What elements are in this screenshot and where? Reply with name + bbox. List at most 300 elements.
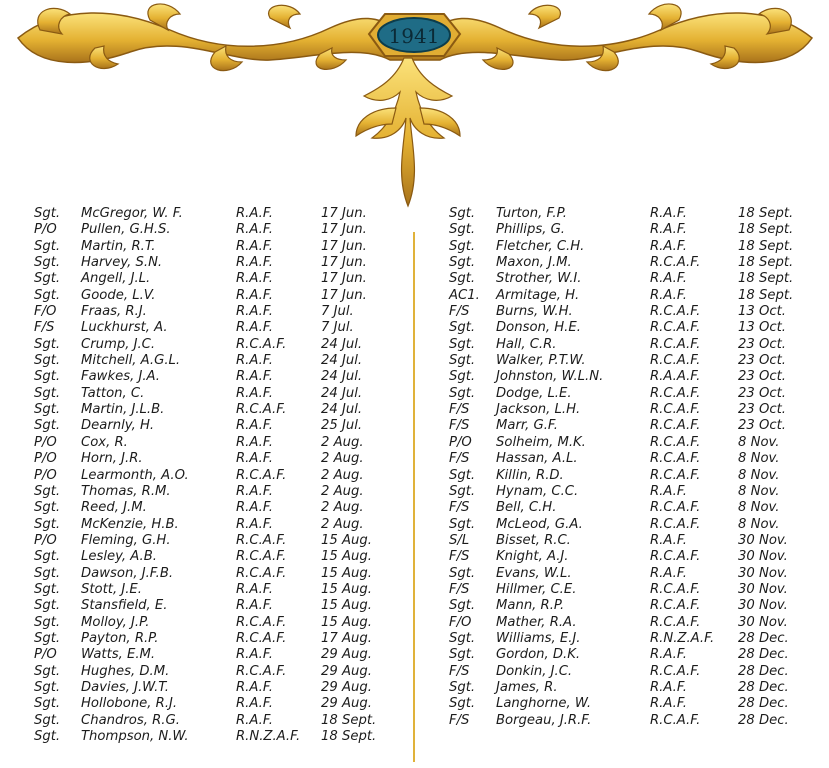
entry-force: R.C.A.F. (650, 712, 701, 728)
entry-force: R.A.F. (236, 353, 273, 369)
entry-date: 23 Oct. (738, 369, 786, 385)
entry-rank: Sgt. (449, 320, 476, 336)
entry-force: R.A.A.F. (650, 369, 701, 385)
entry-date: 28 Dec. (738, 696, 789, 712)
roll-entry (34, 304, 394, 320)
entry-force: R.A.F. (236, 369, 273, 385)
roll-entry (34, 222, 394, 238)
entry-date: 15 Aug. (321, 532, 372, 548)
entry-rank: Sgt. (34, 549, 61, 565)
entry-rank: Sgt. (34, 336, 61, 352)
roll-entry (34, 239, 394, 255)
entry-name: Donson, H.E. (496, 320, 581, 336)
entry-date: 18 Sept. (738, 222, 794, 238)
entry-date: 15 Aug. (321, 581, 372, 597)
entry-force: R.C.A.F. (650, 581, 701, 597)
entry-name: Maxon, J.M. (496, 255, 572, 271)
entry-rank: P/O (34, 434, 57, 450)
entry-date: 17 Jun. (321, 222, 367, 238)
entry-date: 28 Dec. (738, 630, 789, 646)
entry-name: Fawkes, J.A. (81, 369, 160, 385)
entry-force: R.A.F. (650, 647, 687, 663)
entry-name: Thomas, R.M. (81, 483, 171, 499)
roll-entry (34, 598, 394, 614)
entry-force: R.C.A.F. (650, 549, 701, 565)
roll-entry (449, 353, 809, 369)
entry-force: R.A.F. (236, 418, 273, 434)
entry-force: R.A.F. (650, 696, 687, 712)
entry-rank: F/S (449, 549, 470, 565)
entry-force: R.C.A.F. (650, 663, 701, 679)
left-roll-column (34, 206, 394, 745)
roll-entry (34, 680, 394, 696)
roll-entry (449, 500, 809, 516)
entry-name: Burns, W.H. (496, 304, 573, 320)
entry-force: R.C.A.F. (650, 418, 701, 434)
entry-date: 18 Sept. (738, 206, 794, 221)
entry-force: R.A.F. (236, 647, 273, 663)
entry-force: R.A.F. (236, 385, 273, 401)
roll-entry (449, 369, 809, 385)
entry-date: 18 Sept. (321, 729, 377, 744)
entry-name: Reed, J.M. (81, 500, 147, 516)
entry-force: R.A.F. (650, 271, 687, 287)
entry-rank: P/O (34, 451, 57, 467)
entry-rank: F/S (449, 418, 470, 434)
entry-rank: S/L (449, 532, 470, 548)
entry-force: R.A.F. (650, 532, 687, 548)
entry-rank: Sgt. (449, 647, 476, 663)
entry-rank: Sgt. (34, 385, 61, 401)
entry-date: 7 Jul. (321, 320, 354, 336)
entry-rank: F/S (449, 402, 470, 418)
entry-force: R.C.A.F. (236, 663, 287, 679)
entry-name: Horn, J.R. (81, 451, 143, 467)
entry-rank: Sgt. (34, 271, 61, 287)
entry-date: 29 Aug. (321, 679, 372, 695)
entry-rank: Sgt. (449, 598, 476, 614)
entry-force: R.A.F. (236, 238, 273, 254)
entry-rank: P/O (34, 647, 57, 663)
entry-force: R.C.A.F. (650, 402, 701, 418)
entry-date: 23 Oct. (738, 336, 786, 352)
entry-name: Borgeau, J.R.F. (496, 712, 592, 728)
entry-force: R.C.A.F. (650, 336, 701, 352)
entry-rank: Sgt. (34, 287, 61, 303)
entry-name: Hollobone, R.J. (81, 696, 178, 712)
entry-date: 7 Jul. (321, 304, 354, 320)
entry-force: R.A.F. (236, 255, 273, 271)
roll-entry (34, 468, 394, 484)
entry-name: Fraas, R.J. (81, 304, 147, 320)
entry-force: R.A.F. (236, 516, 273, 532)
entry-name: Cox, R. (81, 434, 128, 450)
entry-force: R.C.A.F. (650, 451, 701, 467)
entry-rank: Sgt. (34, 255, 61, 271)
roll-entry (34, 631, 394, 647)
entry-name: Fleming, G.H. (81, 532, 171, 548)
entry-name: Hall, C.R. (496, 336, 557, 352)
roll-entry (34, 517, 394, 533)
entry-force: R.C.A.F. (236, 467, 287, 483)
entry-name: Gordon, D.K. (496, 647, 581, 663)
entry-force: R.C.A.F. (650, 500, 701, 516)
entry-force: R.C.A.F. (650, 516, 701, 532)
entry-date: 17 Jun. (321, 206, 367, 221)
roll-entry (34, 337, 394, 353)
entry-name: Dearnly, H. (81, 418, 155, 434)
gold-scrollwork-ornament (0, 0, 829, 220)
entry-rank: Sgt. (34, 729, 61, 744)
entry-force: R.A.F. (236, 679, 273, 695)
entry-rank: Sgt. (34, 614, 61, 630)
roll-entry (449, 549, 809, 565)
entry-force: R.C.A.F. (650, 467, 701, 483)
entry-name: Mather, R.A. (496, 614, 577, 630)
entry-name: McGregor, W. F. (81, 206, 183, 221)
roll-entry (449, 271, 809, 287)
entry-rank: Sgt. (34, 500, 61, 516)
entry-rank: F/O (449, 614, 472, 630)
entry-date: 17 Aug. (321, 630, 372, 646)
right-roll-column (449, 206, 809, 729)
roll-entry (34, 696, 394, 712)
roll-entry (34, 533, 394, 549)
entry-date: 30 Nov. (738, 549, 788, 565)
entry-force: R.C.A.F. (236, 402, 287, 418)
entry-name: Payton, R.P. (81, 630, 159, 646)
entry-rank: Sgt. (449, 630, 476, 646)
entry-name: Langhorne, W. (496, 696, 592, 712)
entry-rank: Sgt. (449, 467, 476, 483)
entry-date: 17 Jun. (321, 255, 367, 271)
entry-rank: Sgt. (449, 696, 476, 712)
entry-date: 8 Nov. (738, 483, 780, 499)
entry-force: R.A.F. (236, 222, 273, 238)
entry-force: R.A.F. (236, 320, 273, 336)
entry-name: Marr, G.F. (496, 418, 558, 434)
roll-entry (449, 320, 809, 336)
entry-date: 15 Aug. (321, 549, 372, 565)
entry-date: 17 Jun. (321, 238, 367, 254)
entry-name: Dawson, J.F.B. (81, 565, 174, 581)
entry-date: 2 Aug. (321, 467, 364, 483)
roll-entry (449, 451, 809, 467)
entry-rank: Sgt. (449, 353, 476, 369)
entry-name: Johnston, W.L.N. (496, 369, 604, 385)
entry-rank: F/S (449, 304, 470, 320)
entry-force: R.C.A.F. (650, 434, 701, 450)
entry-rank: Sgt. (34, 598, 61, 614)
entry-name: Williams, E.J. (496, 630, 581, 646)
entry-force: R.A.F. (650, 483, 687, 499)
entry-name: Hassan, A.L. (496, 451, 578, 467)
entry-rank: Sgt. (449, 565, 476, 581)
roll-entry (449, 304, 809, 320)
entry-date: 25 Jul. (321, 418, 363, 434)
roll-entry (34, 729, 394, 745)
entry-date: 18 Sept. (738, 238, 794, 254)
entry-rank: Sgt. (34, 369, 61, 385)
entry-force: R.C.A.F. (236, 630, 287, 646)
entry-date: 15 Aug. (321, 614, 372, 630)
roll-entry (449, 713, 809, 729)
entry-date: 18 Sept. (738, 271, 794, 287)
entry-force: R.C.A.F. (650, 353, 701, 369)
entry-date: 23 Oct. (738, 418, 786, 434)
entry-rank: P/O (34, 467, 57, 483)
entry-rank: Sgt. (34, 418, 61, 434)
entry-date: 13 Oct. (738, 320, 786, 336)
entry-name: Stansfield, E. (81, 598, 168, 614)
entry-date: 13 Oct. (738, 304, 786, 320)
entry-rank: Sgt. (449, 385, 476, 401)
entry-name: Tatton, C. (81, 385, 145, 401)
entry-rank: Sgt. (449, 238, 476, 254)
roll-entry (34, 353, 394, 369)
entry-force: R.A.F. (650, 287, 687, 303)
entry-date: 2 Aug. (321, 483, 364, 499)
roll-entry (34, 271, 394, 287)
entry-name: Mann, R.P. (496, 598, 565, 614)
entry-date: 28 Dec. (738, 679, 789, 695)
roll-entry (449, 402, 809, 418)
entry-force: R.A.F. (650, 679, 687, 695)
entry-name: Phillips, G. (496, 222, 566, 238)
entry-force: R.A.F. (236, 206, 273, 221)
entry-rank: Sgt. (449, 369, 476, 385)
entry-name: Killin, R.D. (496, 467, 564, 483)
entry-name: Goode, L.V. (81, 287, 156, 303)
roll-entry (34, 664, 394, 680)
roll-entry (449, 255, 809, 271)
entry-rank: Sgt. (449, 271, 476, 287)
entry-date: 29 Aug. (321, 696, 372, 712)
entry-rank: Sgt. (34, 712, 61, 728)
entry-date: 8 Nov. (738, 434, 780, 450)
entry-name: Learmonth, A.O. (81, 467, 189, 483)
entry-date: 28 Dec. (738, 647, 789, 663)
entry-force: R.C.A.F. (650, 385, 701, 401)
entry-date: 30 Nov. (738, 532, 788, 548)
entry-date: 30 Nov. (738, 565, 788, 581)
roll-entry (449, 288, 809, 304)
entry-name: Harvey, S.N. (81, 255, 163, 271)
roll-entry (449, 533, 809, 549)
entry-date: 24 Jul. (321, 402, 363, 418)
roll-entry (449, 566, 809, 582)
entry-name: Hynam, C.C. (496, 483, 579, 499)
entry-name: Jackson, L.H. (496, 402, 581, 418)
year-badge (369, 14, 460, 56)
roll-entry (449, 484, 809, 500)
roll-entry (449, 647, 809, 663)
entry-name: Fletcher, C.H. (496, 238, 585, 254)
roll-entry (34, 369, 394, 385)
entry-date: 8 Nov. (738, 467, 780, 483)
entry-name: Donkin, J.C. (496, 663, 573, 679)
entry-name: Lesley, A.B. (81, 549, 157, 565)
entry-force: R.A.F. (236, 271, 273, 287)
entry-rank: P/O (34, 222, 57, 238)
entry-name: Thompson, N.W. (81, 729, 189, 744)
entry-date: 30 Nov. (738, 598, 788, 614)
roll-entry (34, 484, 394, 500)
entry-date: 24 Jul. (321, 353, 363, 369)
entry-rank: F/S (449, 581, 470, 597)
roll-entry (449, 418, 809, 434)
entry-rank: Sgt. (449, 483, 476, 499)
roll-entry (34, 713, 394, 729)
roll-entry (449, 517, 809, 533)
entry-rank: P/O (34, 532, 57, 548)
entry-rank: Sgt. (34, 483, 61, 499)
roll-entry (449, 222, 809, 238)
entry-force: R.A.F. (236, 500, 273, 516)
entry-date: 15 Aug. (321, 598, 372, 614)
entry-force: R.C.A.F. (650, 255, 701, 271)
entry-name: Stott, J.E. (81, 581, 142, 597)
entry-date: 17 Jun. (321, 271, 367, 287)
entry-name: Knight, A.J. (496, 549, 569, 565)
entry-date: 30 Nov. (738, 581, 788, 597)
entry-date: 18 Sept. (738, 287, 794, 303)
entry-name: McKenzie, H.B. (81, 516, 179, 532)
roll-entry (34, 566, 394, 582)
entry-name: Armitage, H. (496, 287, 580, 303)
entry-rank: Sgt. (34, 696, 61, 712)
entry-date: 28 Dec. (738, 663, 789, 679)
entry-rank: P/O (449, 434, 472, 450)
entry-force: R.C.A.F. (650, 304, 701, 320)
entry-rank: F/S (449, 451, 470, 467)
entry-name: Watts, E.M. (81, 647, 156, 663)
entry-rank: Sgt. (34, 206, 61, 221)
entry-rank: Sgt. (449, 516, 476, 532)
roll-entry (34, 402, 394, 418)
entry-name: Solheim, M.K. (496, 434, 586, 450)
entry-date: 23 Oct. (738, 402, 786, 418)
entry-force: R.A.F. (236, 304, 273, 320)
roll-entry (34, 435, 394, 451)
entry-force: R.C.A.F. (236, 549, 287, 565)
entry-rank: Sgt. (449, 336, 476, 352)
entry-name: Evans, W.L. (496, 565, 572, 581)
entry-name: Strother, W.I. (496, 271, 582, 287)
entry-force: R.N.Z.A.F. (236, 729, 301, 744)
entry-date: 2 Aug. (321, 500, 364, 516)
entry-rank: Sgt. (449, 206, 476, 221)
entry-rank: Sgt. (34, 679, 61, 695)
entry-rank: Sgt. (34, 565, 61, 581)
entry-name: Walker, P.T.W. (496, 353, 586, 369)
roll-entry (34, 320, 394, 336)
entry-date: 28 Dec. (738, 712, 789, 728)
entry-date: 2 Aug. (321, 516, 364, 532)
entry-name: McLeod, G.A. (496, 516, 583, 532)
roll-entry (34, 549, 394, 565)
roll-entry (449, 615, 809, 631)
entry-rank: Sgt. (449, 222, 476, 238)
entry-date: 17 Jun. (321, 287, 367, 303)
entry-force: R.A.F. (236, 696, 273, 712)
entry-date: 24 Jul. (321, 385, 363, 401)
entry-name: Martin, J.L.B. (81, 402, 165, 418)
entry-rank: F/O (34, 304, 57, 320)
year-label: 1941 (388, 24, 440, 48)
entry-force: R.A.F. (650, 206, 687, 221)
entry-date: 18 Sept. (321, 712, 377, 728)
entry-name: Martin, R.T. (81, 238, 156, 254)
entry-date: 8 Nov. (738, 451, 780, 467)
roll-entry (449, 468, 809, 484)
ornamental-banner (0, 0, 829, 220)
roll-entry (34, 582, 394, 598)
entry-name: Crump, J.C. (81, 336, 156, 352)
entry-rank: F/S (449, 712, 470, 728)
entry-force: R.A.F. (236, 598, 273, 614)
roll-entry (449, 337, 809, 353)
entry-name: Molloy, J.P. (81, 614, 150, 630)
entry-name: Bell, C.H. (496, 500, 557, 516)
entry-date: 8 Nov. (738, 500, 780, 516)
roll-entry (34, 647, 394, 663)
entry-force: R.A.F. (236, 581, 273, 597)
entry-name: Dodge, L.E. (496, 385, 572, 401)
entry-force: R.C.A.F. (236, 565, 287, 581)
entry-force: R.C.A.F. (236, 614, 287, 630)
entry-force: R.A.F. (650, 222, 687, 238)
roll-entry (449, 206, 809, 222)
roll-entry (34, 500, 394, 516)
entry-force: R.C.A.F. (236, 532, 287, 548)
entry-force: R.A.F. (236, 451, 273, 467)
roll-entry (34, 386, 394, 402)
entry-date: 23 Oct. (738, 385, 786, 401)
entry-date: 2 Aug. (321, 434, 364, 450)
entry-force: R.C.A.F. (650, 614, 701, 630)
entry-force: R.A.F. (236, 287, 273, 303)
entry-name: Hillmer, C.E. (496, 581, 577, 597)
entry-name: Mitchell, A.G.L. (81, 353, 181, 369)
entry-rank: Sgt. (449, 679, 476, 695)
entry-date: 15 Aug. (321, 565, 372, 581)
roll-entry (449, 598, 809, 614)
entry-name: Davies, J.W.T. (81, 679, 169, 695)
roll-entry (449, 386, 809, 402)
entry-rank: Sgt. (34, 402, 61, 418)
roll-entry (34, 418, 394, 434)
roll-entry (449, 435, 809, 451)
entry-name: Pullen, G.H.S. (81, 222, 171, 238)
entry-date: 18 Sept. (738, 255, 794, 271)
entry-force: R.A.F. (650, 565, 687, 581)
entry-name: Angell, J.L. (81, 271, 151, 287)
entry-force: R.C.A.F. (650, 320, 701, 336)
entry-force: R.A.F. (236, 434, 273, 450)
roll-entry (34, 615, 394, 631)
entry-force: R.A.F. (650, 238, 687, 254)
entry-name: Bisset, R.C. (496, 532, 571, 548)
entry-name: Chandros, R.G. (81, 712, 180, 728)
roll-entry (34, 288, 394, 304)
entry-date: 23 Oct. (738, 353, 786, 369)
entry-name: James, R. (496, 679, 558, 695)
entry-rank: Sgt. (34, 516, 61, 532)
entry-date: 29 Aug. (321, 663, 372, 679)
entry-rank: Sgt. (34, 353, 61, 369)
roll-entry (449, 582, 809, 598)
